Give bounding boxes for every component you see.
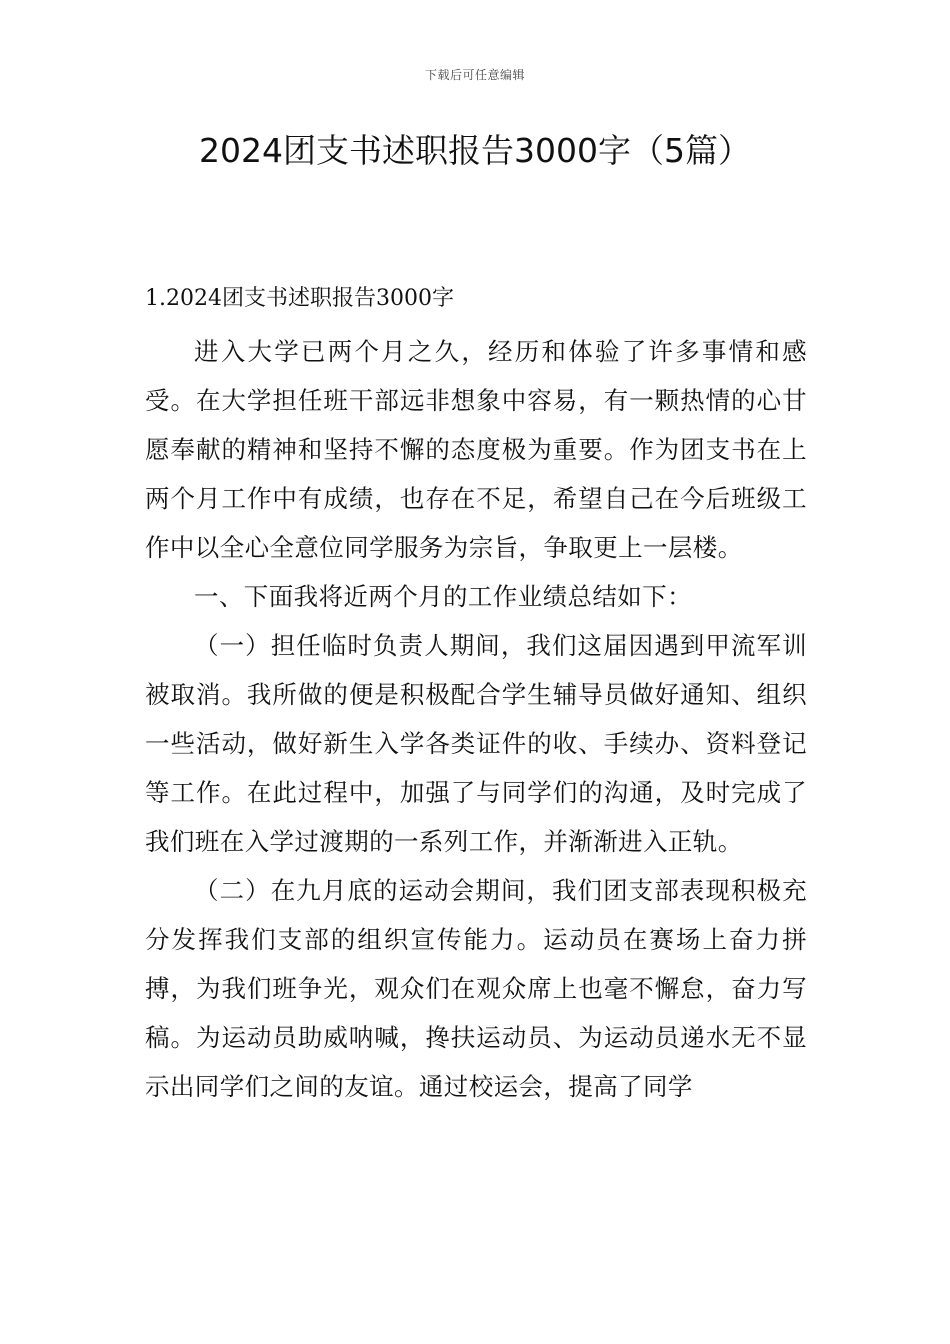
header-note: 下载后可任意编辑 (424, 68, 525, 82)
paragraph-item-1: （一）担任临时负责人期间，我们这届因遇到甲流军训被取消。我所做的便是积极配合学生辅导员做好通知、组织一些活动，做好新生入学各类证件的收、手续办、资料登记等工作。在此过程中，加强了与同学们的沟通，及时完成了我们班在入学过渡期的一系列工作，并渐渐进入正轨。 (145, 631, 807, 856)
paragraph-item-2: （二）在九月底的运动会期间，我们团支部表现积极充分发挥我们支部的组织宣传能力。运动员在赛场上奋力拼搏，为我们班争光，观众们在观众席上也毫不懈怠，奋力写稿。为运动员助威呐喊，搀扶运动员、为运动员递水无不显示出同学们之间的友谊。通过校运会，提高了同学 (145, 876, 807, 1101)
paragraph-intro: 进入大学已两个月之久，经历和体验了许多事情和感受。在大学担任班干部远非想象中容易，有一颗热情的心甘愿奉献的精神和坚持不懈的态度极为重要。作为团支书在上两个月工作中有成绩，也存在不足，希望自己在今后班级工作中以全心全意位同学服务为宗旨，争取更上一层楼。 (145, 337, 807, 562)
document-body (145, 327, 807, 1111)
paragraph-summary-heading: 一、下面我将近两个月的工作业绩总结如下： (194, 582, 692, 611)
document-title: 2024团支书述职报告3000字（5篇） (199, 131, 751, 170)
section-heading: 1.2024团支书述职报告3000字 (145, 286, 454, 311)
